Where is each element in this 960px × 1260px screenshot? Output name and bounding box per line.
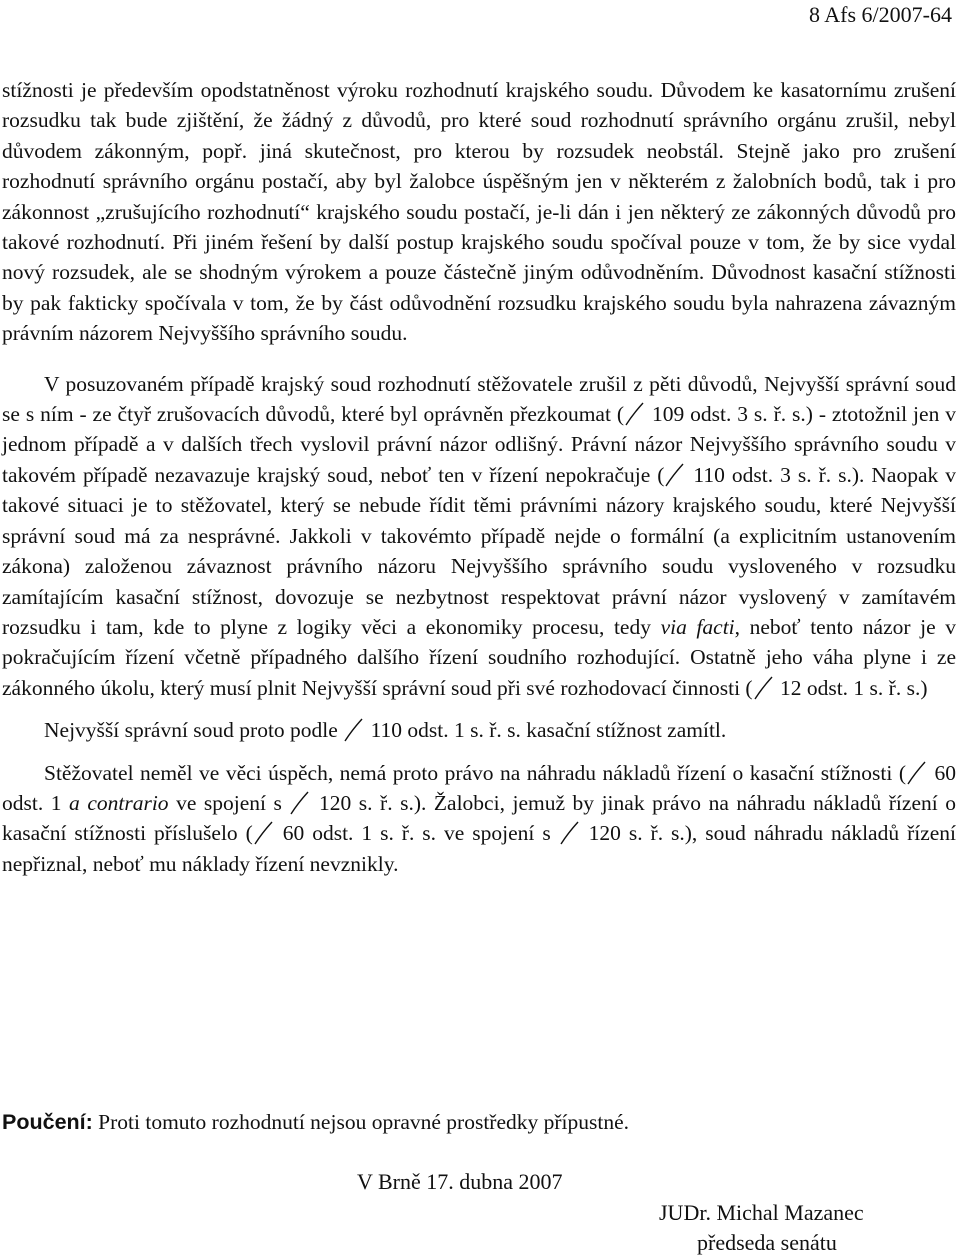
instruction-label: Poučení: xyxy=(2,1110,93,1134)
section-mark-icon xyxy=(559,820,581,846)
place-and-date: V Brně 17. dubna 2007 xyxy=(357,1169,563,1194)
document-body xyxy=(2,75,956,879)
text-run: 60 odst. 1 xyxy=(2,760,956,815)
paragraph-1: stížnosti je především opodstatněnost výroku rozhodnutí krajského soudu. Důvodem ke kasatornímu zrušení rozsudku tak bude zjištění, že žádný z důvodů, pro které soud rozhodnutí správního orgánu zrušil, nebyl důvodem zákonným, popř. jiná skutečnost, pro kterou by rozsudek neobstál. Stejně jako pro zrušení rozhodnutí správního orgánu postačí, aby byl žalobce úspěšným jen v některém z žalobních bodů, tak i pro zákonnost „zrušujícího rozhodnutí“ krajského soudu postačí, je-li dán i jen některý ze zákonných důvodů pro takové rozhodnutí. Při jiném řešení by další postup krajského soudu spočíval pouze v tom, že by sice vydal nový rozsudek, ale se shodným výrokem a pouze částečně jiným odůvodněním. Důvodnost kasační stížnosti by pak fakticky spočívala v tom, že by část odůvodnění rozsudku krajského soudu byla nahrazena závazným právním názorem Nejvyššího správního soudu. xyxy=(2,78,956,346)
section-mark-icon xyxy=(906,760,928,786)
text-run: Nejvyšší správní soud proto podle xyxy=(44,718,344,743)
text-run: 60 odst. 1 s. ř. s. ve spojení s xyxy=(274,821,559,846)
text-run: 110 odst. 1 s. ř. s. kasační stížnost zamítl. xyxy=(365,718,727,743)
section-mark-icon xyxy=(624,401,646,427)
text-run: 109 odst. 3 s. ř. s.) - ztotožnil jen v jednom případě a v dalších třech vyslovil právní názor odlišný. Právní názor Nejvyššího správního soudu v takovém případě nezavazuje krajský soud, neboť ten v řízení nepokračuje ( xyxy=(2,402,956,487)
legal-instruction xyxy=(2,1108,629,1136)
signature-block xyxy=(659,1198,864,1258)
paragraph-4 xyxy=(2,758,956,880)
section-mark-icon xyxy=(664,462,686,488)
text-run: 110 odst. 3 s. ř. s.). Naopak v takové situaci je to stěžovatel, který se nebude řídit těmi právními názory krajského soudu, které Nejvyšší správní soud má za nesprávné. Jakkoli v takovémto případě nejde o formální (a explicitním ustanovením zákona) založenou závaznost právního názoru Nejvyššího správního soudu vysloveného v rozsudku zamítajícím kasační stížnost, dovozuje se nezbytnost respektovat právní názor vyslovený v zamítavém rozsudku i tam, kde to plyne z logiky věci a ekonomiky procesu, tedy xyxy=(2,462,956,639)
signatory-role: předseda senátu xyxy=(697,1230,837,1255)
text-run: Stěžovatel neměl ve věci úspěch, nemá proto právo na náhradu nákladů řízení o kasační stížnosti ( xyxy=(44,760,907,785)
section-mark-icon xyxy=(289,790,311,816)
text-run: 120 s. ř. s.), soud náhradu nákladů řízení nepřiznal, neboť mu náklady řízení nevznikly. xyxy=(2,821,957,876)
text-run: V posuzovaném případě krajský soud rozhodnutí stěžovatele zrušil z pěti důvodů, Nejvyšší správní soud se s ním - ze čtyř zrušovacích důvodů, které byl oprávněn přezkoumat ( xyxy=(2,371,956,427)
case-reference: 8 Afs 6/2007-64 xyxy=(809,2,952,27)
section-mark-icon xyxy=(253,820,275,846)
text-run: 120 s. ř. s.). Žalobci, jemuž by jinak právo na náhradu nákladů řízení o kasační stížnosti příslušelo ( xyxy=(2,790,956,846)
paragraph-3 xyxy=(2,715,956,745)
section-mark-icon xyxy=(343,717,365,743)
instruction-text: Proti tomuto rozhodnutí nejsou opravné prostředky přípustné. xyxy=(92,1110,630,1134)
italic-term: a contrario xyxy=(69,790,169,815)
paragraph-2 xyxy=(2,369,956,703)
section-mark-icon xyxy=(753,675,775,701)
signatory-name: JUDr. Michal Mazanec xyxy=(659,1200,864,1225)
text-run: ve spojení s xyxy=(168,790,290,815)
text-run: , neboť tento názor je v pokračujícím řízení včetně případného dalšího řízení soudního rozhodující. Ostatně jeho váha plyne i ze zákonného úkolu, který musí plnit Nejvyšší správní soud při své rozhodovací činnosti ( xyxy=(2,614,956,700)
text-run: 12 odst. 1 s. ř. s.) xyxy=(774,675,928,700)
italic-term: via facti xyxy=(660,614,735,639)
